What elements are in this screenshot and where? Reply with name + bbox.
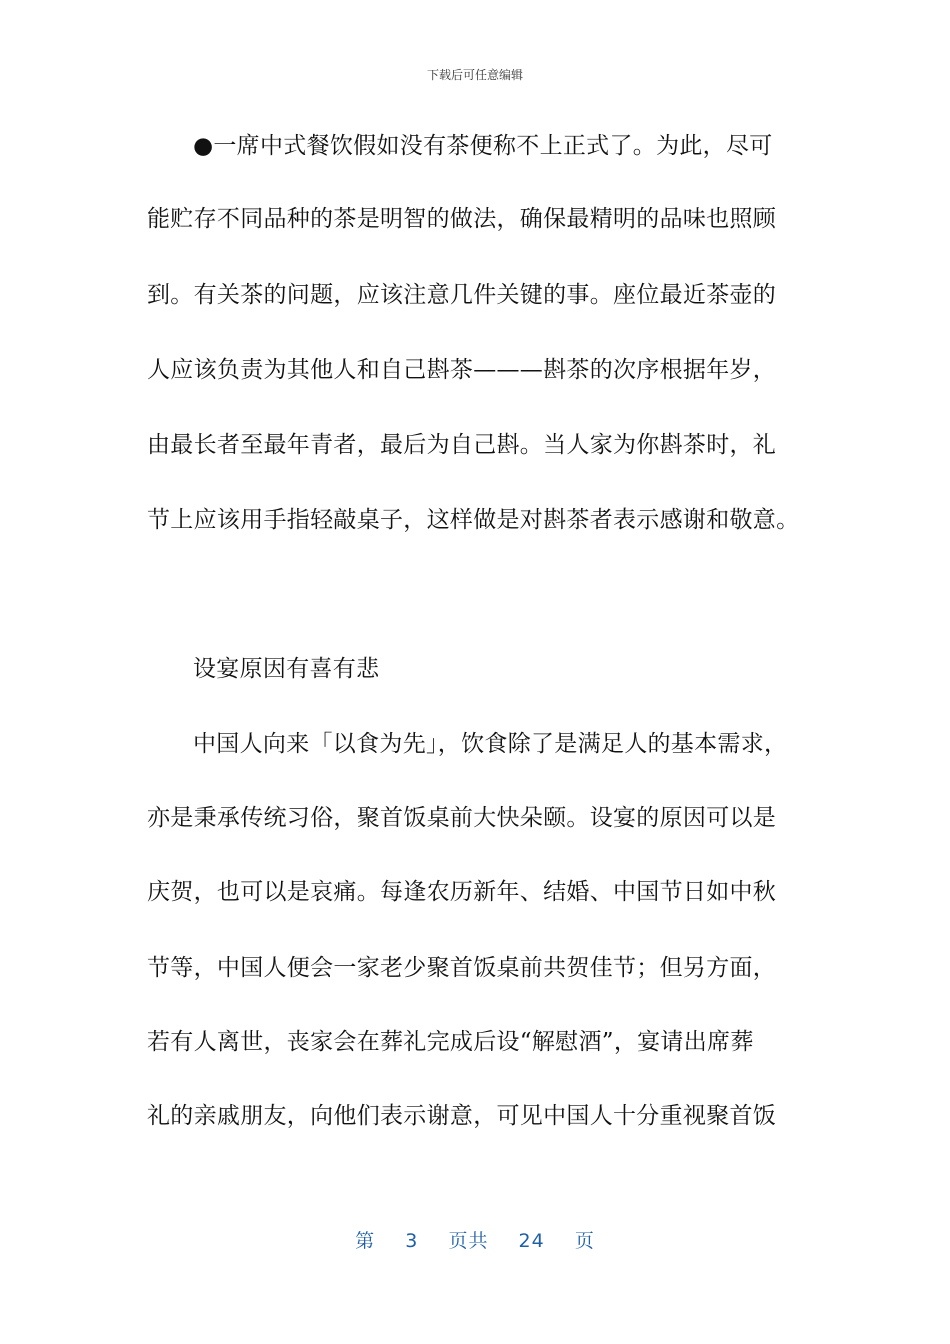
paragraph-line: 人应该负责为其他人和自己斟茶———斟茶的次序根据年岁，	[147, 357, 777, 383]
page-footer	[0, 1226, 950, 1253]
paragraph-line: 亦是秉承传统习俗，聚首饭桌前大快朵颐。设宴的原因可以是	[147, 805, 777, 831]
paragraph-line: 节等，中国人便会一家老少聚首饭桌前共贺佳节；但另方面，	[147, 955, 777, 981]
paragraph-line: 节上应该用手指轻敲桌子，这样做是对斟茶者表示感谢和敬意。	[147, 507, 800, 533]
paragraph-line: 到。有关茶的问题，应该注意几件关键的事。座位最近茶壶的	[147, 282, 777, 308]
total-page-count: 24	[518, 1230, 545, 1252]
paragraph-line: 中国人向来「以食为先」，饮食除了是满足人的基本需求，	[193, 731, 788, 757]
current-page-number: 3	[405, 1230, 419, 1252]
paragraph-line: ●一席中式餐饮假如没有茶便称不上正式了。为此，尽可	[193, 133, 773, 159]
header-note: 下载后可任意编辑	[426, 68, 523, 82]
footer-middle: 页共	[448, 1230, 489, 1252]
paragraph-line: 若有人离世，丧家会在葬礼完成后设“解慰酒”，宴请出席葬	[147, 1029, 754, 1055]
footer-prefix: 第	[355, 1230, 376, 1252]
section-heading: 设宴原因有喜有悲	[193, 656, 380, 682]
paragraph-line: 礼的亲戚朋友，向他们表示谢意，可见中国人十分重视聚首饭	[147, 1103, 777, 1129]
paragraph-line: 庆贺，也可以是哀痛。每逢农历新年、结婚、中国节日如中秋	[147, 879, 777, 905]
paragraph-line: 能贮存不同品种的茶是明智的做法，确保最精明的品味也照顾	[147, 206, 777, 232]
footer-suffix: 页	[574, 1230, 595, 1252]
paragraph-line: 由最长者至最年青者，最后为自己斟。当人家为你斟茶时，礼	[147, 432, 777, 458]
